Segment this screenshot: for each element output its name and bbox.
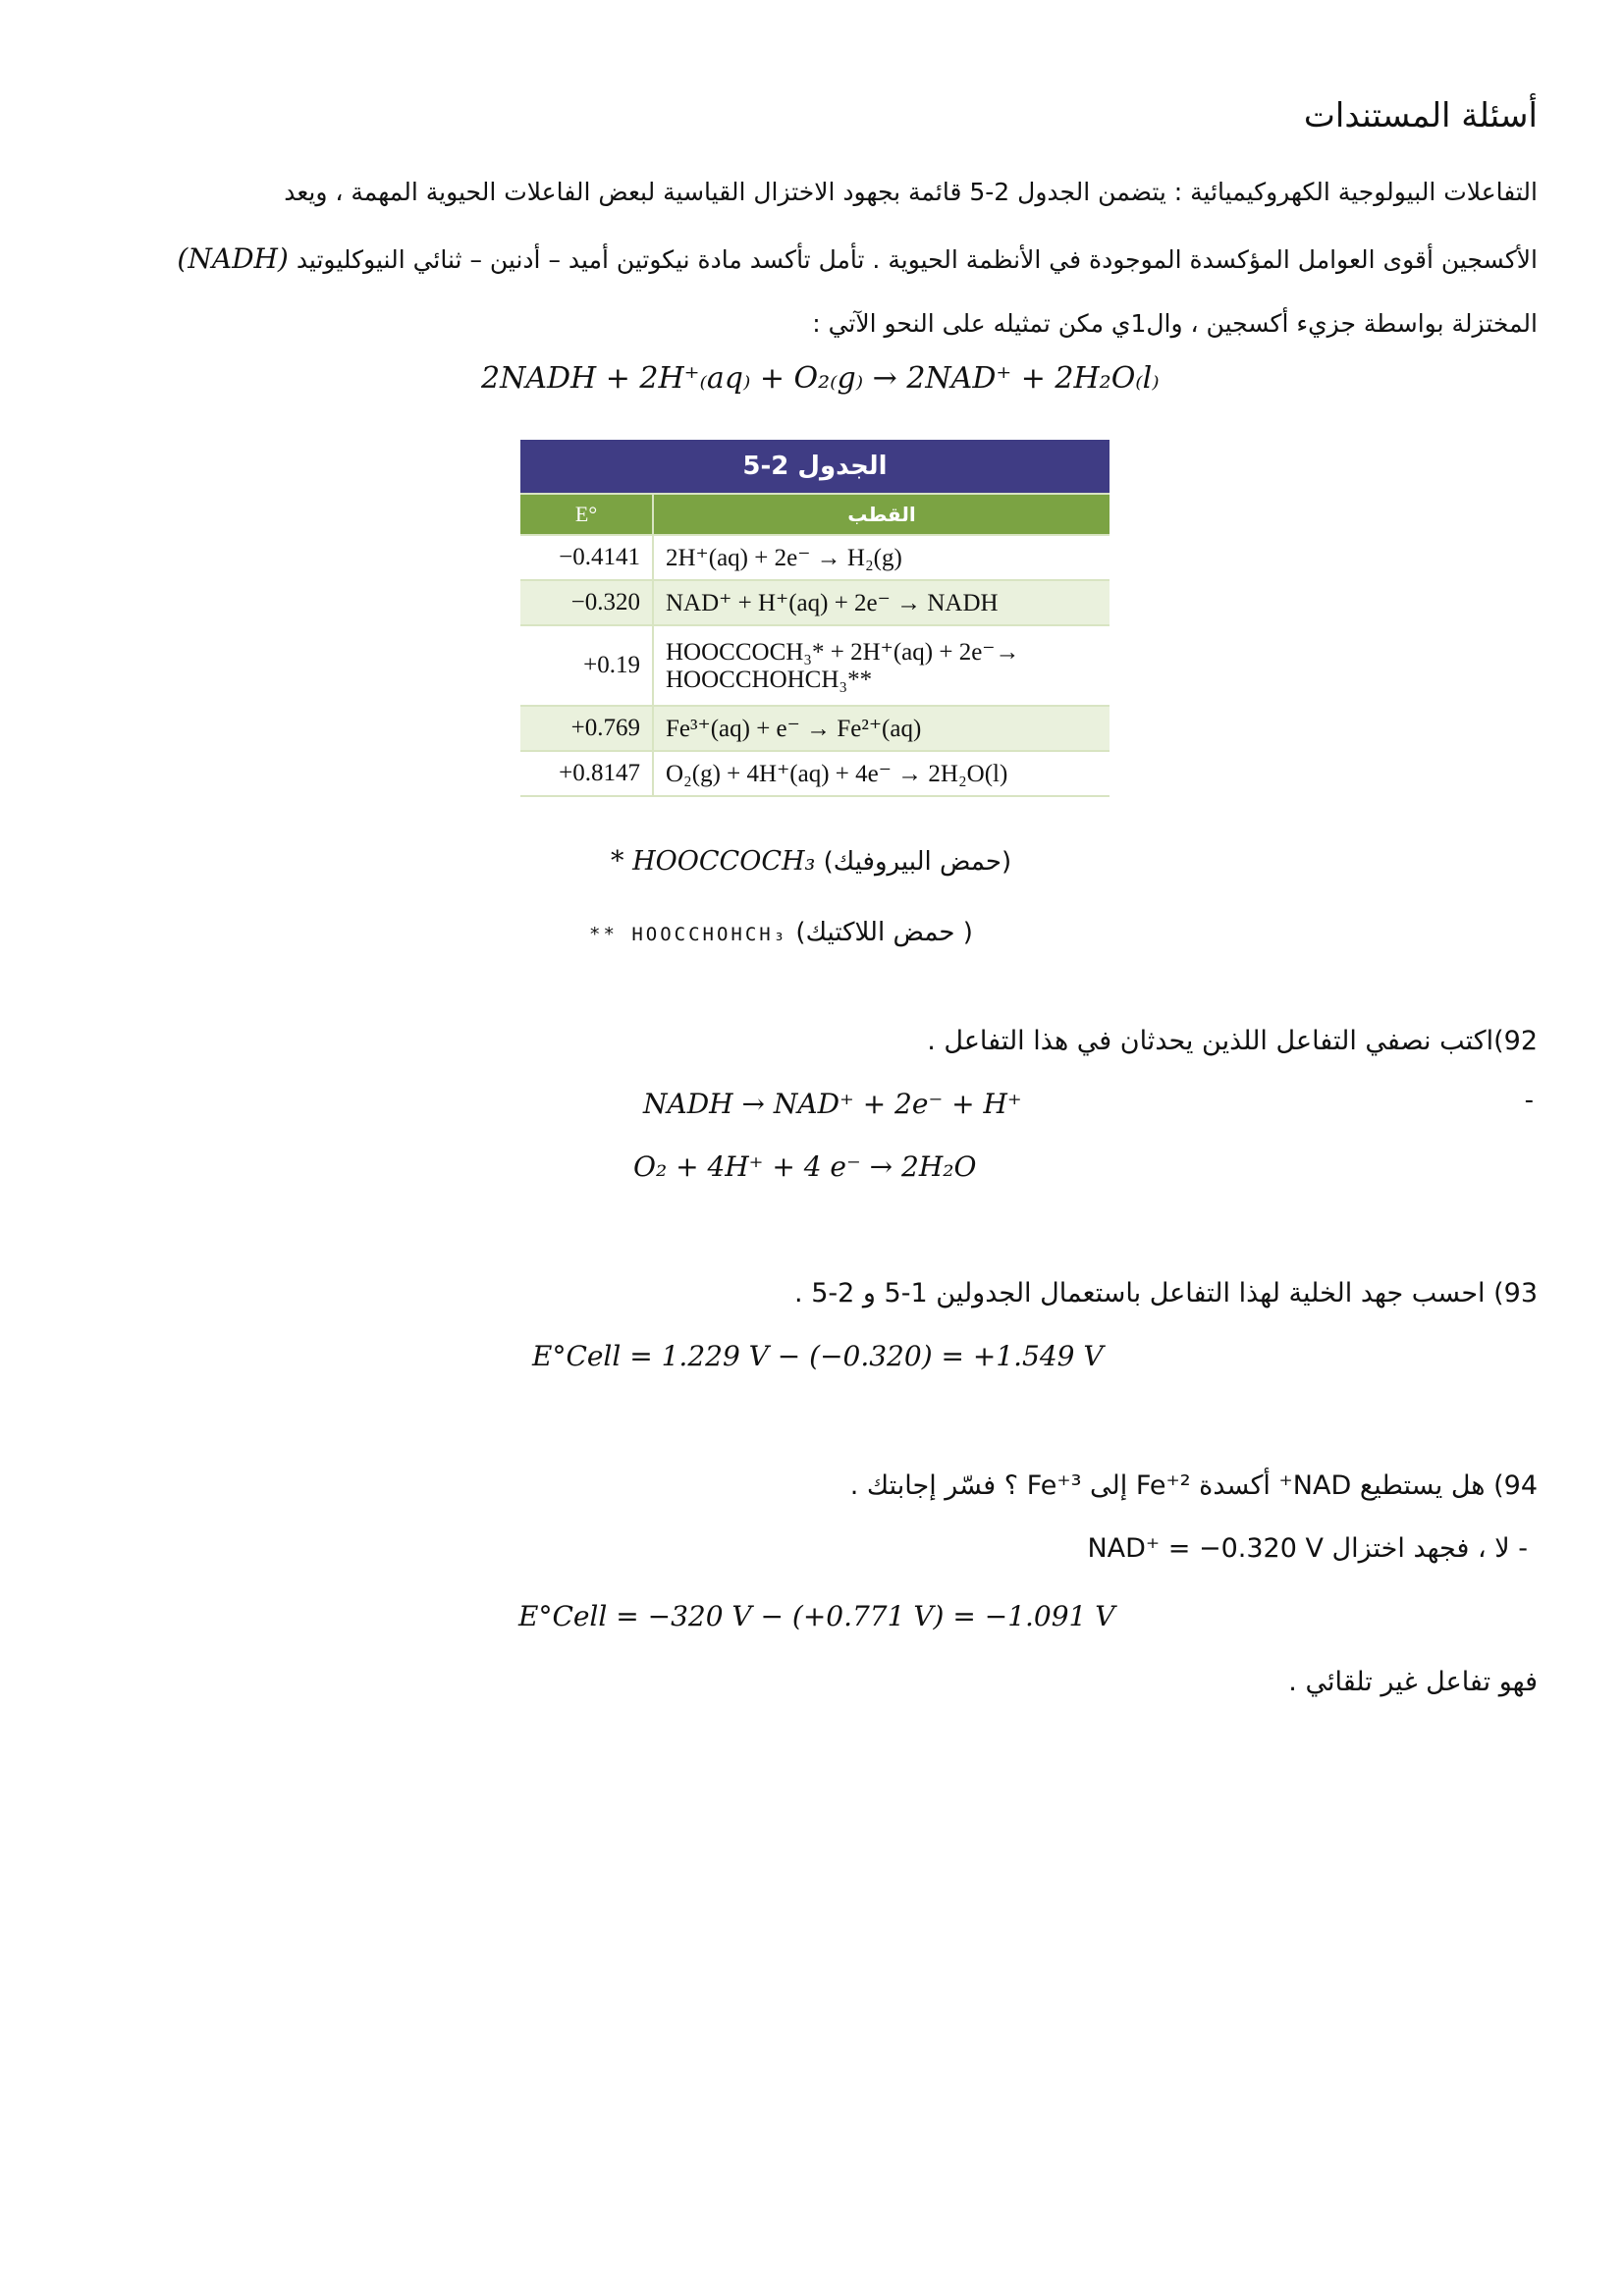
reaction-cell [653, 625, 1110, 706]
note-lactic [589, 918, 973, 947]
intro-line-3: المختزلة بواسطة جزيء أكسجين ، وال1ي مكن تمثيله على النحو الآتي : [812, 309, 1538, 338]
potential-cell: +0.19 [520, 625, 653, 706]
reaction-cell: 2H⁺(aq) + 2e⁻ → H₂(g) [653, 535, 1110, 580]
reaction-cell: NAD⁺ + H⁺(aq) + 2e⁻ → NADH [653, 580, 1110, 625]
table-row [520, 580, 1110, 625]
column-header-e: E° [520, 494, 653, 535]
intro-line-1: التفاعلات البيولوجية الكهروكيميائية : يتضمن الجدول 2-5 قائمة بجهود الاختزال القياسية لبعض الفاعلات الحيوية المهمة ، ويعد [284, 178, 1538, 206]
q92-half-reaction-2: O₂ + 4H⁺ + 4 e⁻ → 2H₂O [633, 1150, 977, 1183]
note-lactic-label: ( حمض اللاكتيك) [795, 918, 973, 947]
reaction-line-1: HOOCCOCH₃* + 2H⁺(aq) + 2e⁻→ [666, 639, 1020, 666]
nadh-label: (NADH) [177, 242, 289, 275]
intro-line-2-text: الأكسجين أقوى العوامل المؤكسدة الموجودة في الأنظمة الحيوية . تأمل تأكسد مادة نيكوتين أميد – أدنين – ثنائي النيوكليوتيد [296, 245, 1538, 274]
note-lactic-formula: ** HOOCCHOHCH₃ [589, 924, 788, 945]
page-heading: أسئلة المستندات [1303, 96, 1538, 135]
potential-cell: −0.320 [520, 580, 653, 625]
question-94: 94) هل يستطيع NAD⁺ أكسدة Fe⁺² إلى Fe⁺³ ؟ فسّر إجابتك . [849, 1470, 1538, 1501]
reaction-line-2: HOOCCHOHCH₃** [666, 667, 873, 693]
reduction-potentials-table [520, 440, 1110, 797]
question-92: 92)اكتب نصفي التفاعل اللذين يحدثان في هذا التفاعل . [927, 1026, 1538, 1056]
table-row [520, 706, 1110, 751]
note-pyruvic-formula: * HOOCCOCH₃ [611, 846, 816, 877]
intro-line-2 [84, 232, 1538, 288]
note-pyruvic [611, 846, 1011, 877]
column-header-electrode: القطب [653, 494, 1110, 535]
table-row [520, 751, 1110, 796]
q93-answer: E°Cell = 1.229 V − (−0.320) = +1.549 V [532, 1340, 1104, 1372]
potential-cell: −0.4141 [520, 535, 653, 580]
table-row [520, 535, 1110, 580]
question-93: 93) احسب جهد الخلية لهذا التفاعل باستعمال الجدولين 1-5 و 2-5 . [794, 1278, 1538, 1308]
q92-half-reaction-1: NADH → NAD⁺ + 2e⁻ + H⁺ [643, 1088, 1022, 1120]
table-caption: الجدول 2-5 [520, 440, 1110, 494]
reaction-cell: Fe³⁺(aq) + e⁻ → Fe²⁺(aq) [653, 706, 1110, 751]
potential-cell: +0.769 [520, 706, 653, 751]
note-pyruvic-label: (حمض البيروفيك) [823, 847, 1012, 877]
q94-conclusion: فهو تفاعل غير تلقائي . [1288, 1667, 1538, 1697]
q94-answer-line: - لا ، فجهد اختزال NAD⁺ = −0.320 V [1087, 1533, 1528, 1564]
table-row [520, 625, 1110, 706]
q94-calculation: E°Cell = −320 V − (+0.771 V) = −1.091 V [518, 1600, 1115, 1632]
reaction-cell: O₂(g) + 4H⁺(aq) + 4e⁻ → 2H₂O(l) [653, 751, 1110, 796]
potential-cell: +0.8147 [520, 751, 653, 796]
q92-dash: - [1524, 1086, 1534, 1115]
main-reaction-equation: 2NADH + 2H⁺₍aq₎ + O₂₍g₎ → 2NAD⁺ + 2H₂O₍l₎ [481, 361, 1160, 396]
